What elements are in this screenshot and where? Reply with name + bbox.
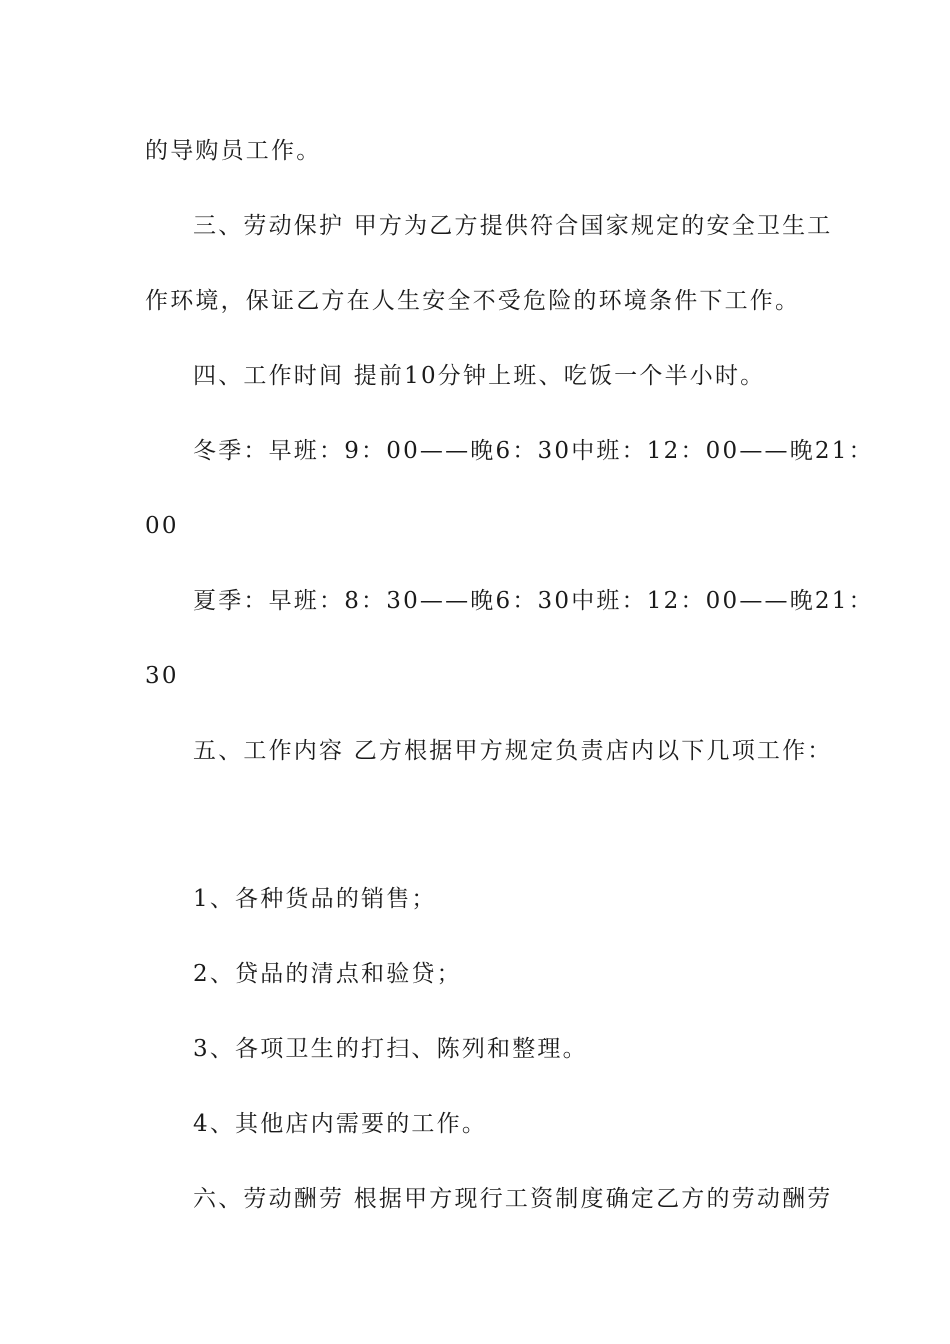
list-item: 4、其他店内需要的工作。 (193, 1111, 488, 1137)
summer-schedule: 夏季：早班：8：30——晚6：30中班：12：00——晚21： (193, 588, 874, 614)
section-3-labor-protection: 三、劳动保护 甲方为乙方提供符合国家规定的安全卫生工 (193, 213, 833, 239)
list-item: 1、各种货品的销售； (193, 886, 437, 912)
text-line-continuation: 的导购员工作。 (145, 138, 322, 164)
list-item: 3、各项卫生的打扫、陈列和整理。 (193, 1036, 588, 1062)
list-item: 2、贷品的清点和验贷； (193, 961, 462, 987)
text-line-continuation: 30 (145, 663, 179, 689)
section-4-working-hours: 四、工作时间 提前10分钟上班、吃饭一个半小时。 (193, 363, 766, 389)
section-5-job-content: 五、工作内容 乙方根据甲方规定负责店内以下几项工作： (193, 738, 833, 764)
section-6-remuneration: 六、劳动酬劳 根据甲方现行工资制度确定乙方的劳动酬劳 (193, 1186, 833, 1212)
text-line-continuation: 00 (145, 513, 179, 539)
winter-schedule: 冬季：早班：9：00——晚6：30中班：12：00——晚21： (193, 438, 874, 464)
text-line-continuation: 作环境，保证乙方在人生安全不受危险的环境条件下工作。 (145, 288, 801, 314)
